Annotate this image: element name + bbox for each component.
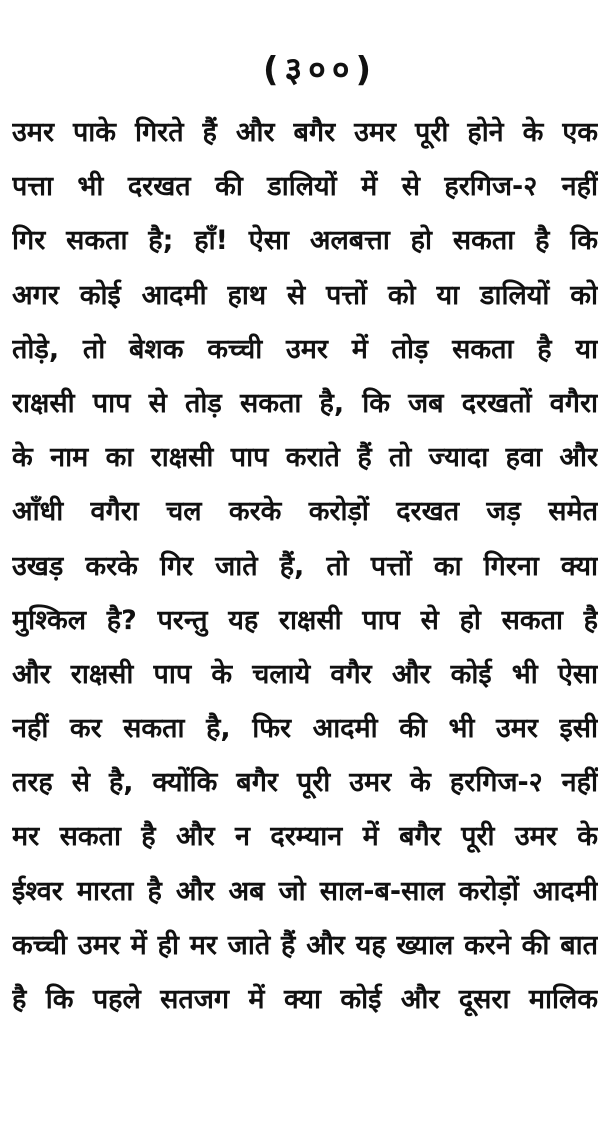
text-line: मुश्किल है? परन्तु यह राक्षसी पाप से हो सकता है xyxy=(12,604,598,636)
text-line: आँधी वगैरा चल करके करोड़ों दरखत जड़ समेत xyxy=(12,496,598,528)
text-line: राक्षसी पाप से तोड़ सकता है, कि जब दरखतों वगैरा xyxy=(12,387,598,419)
text-line: गिर सकता है; हाँ! ऐसा अलबत्ता हो सकता है कि xyxy=(12,225,598,257)
text-line: मर सकता है और न दरम्यान में बगैर पूरी उमर के xyxy=(12,821,598,853)
text-line: पत्ता भी दरखत की डालियों में से हरगिज-२ नहीं xyxy=(12,171,598,203)
text-line: के नाम का राक्षसी पाप कराते हैं तो ज्यादा हवा और xyxy=(12,442,598,474)
text-line: तरह से है, क्योंकि बगैर पूरी उमर के हरगिज-२ नहीं xyxy=(12,767,598,799)
text-line: कच्ची उमर में ही मर जाते हैं और यह ख्याल करने की बात xyxy=(12,929,598,961)
text-line: है कि पहले सतजग में क्या कोई और दूसरा मालिक xyxy=(12,984,598,1015)
text-line: और राक्षसी पाप के चलाये वगैर और कोई भी ऐसा xyxy=(12,658,598,690)
text-line: ईश्वर मारता है और अब जो साल-ब-साल करोड़ों आदमी xyxy=(12,875,598,907)
text-line: उमर पाके गिरते हैं और बगैर उमर पूरी होने के एक xyxy=(12,117,598,148)
text-line: उखड़ करके गिर जाते हैं, तो पत्तों का गिरना क्या xyxy=(12,550,598,582)
text-line: अगर कोई आदमी हाथ से पत्तों को या डालियों को xyxy=(12,279,598,311)
text-line: नहीं कर सकता है, फिर आदमी की भी उमर इसी xyxy=(12,713,598,745)
text-line: तोड़े, तो बेशक कच्ची उमर में तोड़ सकता है या xyxy=(12,333,598,365)
page-number: (३००) xyxy=(262,50,378,90)
body-text xyxy=(12,106,598,1027)
